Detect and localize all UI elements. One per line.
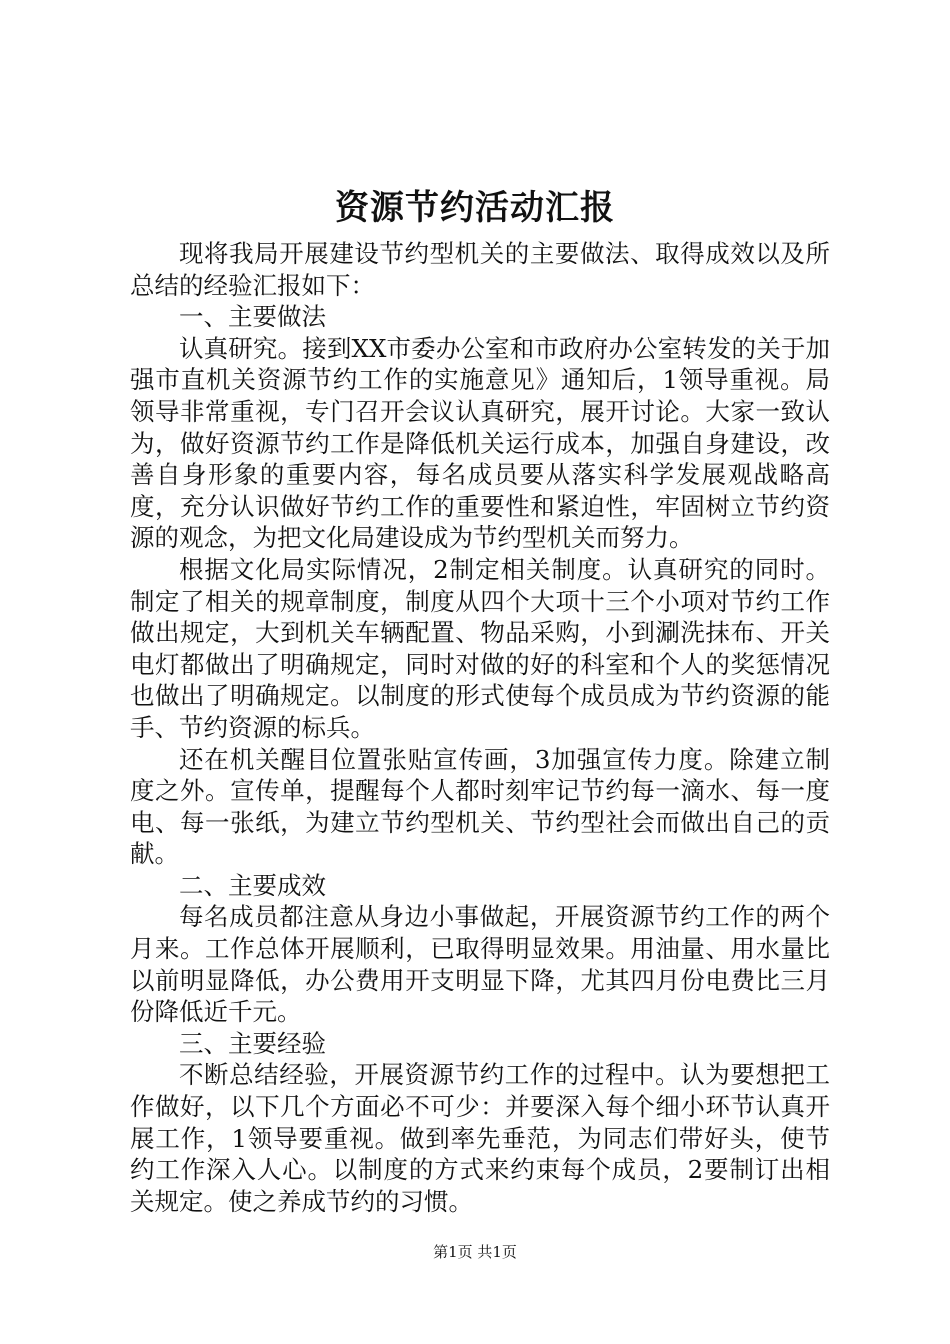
paragraph-experience: 不断总结经验，开展资源节约工作的过程中。认为要想把工作做好，以下几个方面必不可少：并要深入每个细小环节认真开展工作，1领导要重视。做到率先垂范，为同志们带好头，使节约工作深入人心。以制度的方式来约束每个成员，2要制订出相关规定。使之养成节约的习惯。: [130, 1060, 830, 1216]
section-heading-experience: 三、主要经验: [179, 1028, 326, 1058]
intro-paragraph: 现将我局开展建设节约型机关的主要做法、取得成效以及所总结的经验汇报如下：: [130, 239, 830, 300]
paragraph-publicity: 还在机关醒目位置张贴宣传画，3加强宣传力度。除建立制度之外。宣传单，提醒每个人都时刻牢记节约每一滴水、每一度电、每一张纸，为建立节约型机关、节约型社会而做出自己的贡献。: [130, 744, 830, 869]
section-heading-methods: 一、主要做法: [179, 302, 326, 332]
paragraph-rules: 根据文化局实际情况，2制定相关制度。认真研究的同时。制定了相关的规章制度，制度从四个大项十三个小项对节约工作做出规定，大到机关车辆配置、物品采购，小到涮洗抹布、开关电灯都做出了明确规定，同时对做的好的科室和个人的奖惩情况也做出了明确规定。以制度的形式使每个成员成为节约资源的能手、节约资源的标兵。: [130, 554, 830, 742]
page-number-footer: 第1页 共1页: [433, 1243, 517, 1261]
section-heading-results: 二、主要成效: [179, 870, 326, 900]
document-body: [130, 238, 830, 1217]
paragraph-research: 认真研究。接到XX市委办公室和市政府办公室转发的关于加强市直机关资源节约工作的实施意见》通知后，1领导重视。局领导非常重视，专门召开会议认真研究，展开讨论。大家一致认为，做好资源节约工作是降低机关运行成本，加强自身建设，改善自身形象的重要内容，每名成员要从落实科学发展观战略高度，充分认识做好节约工作的重要性和紧迫性，牢固树立节约资源的观念，为把文化局建设成为节约型机关而努力。: [130, 333, 830, 553]
paragraph-results: 每名成员都注意从身边小事做起，开展资源节约工作的两个月来。工作总体开展顺利，已取得明显效果。用油量、用水量比以前明显降低，办公费用开支明显下降，尤其四月份电费比三月份降低近千元。: [130, 902, 830, 1027]
document-title: 资源节约活动汇报: [335, 188, 615, 228]
